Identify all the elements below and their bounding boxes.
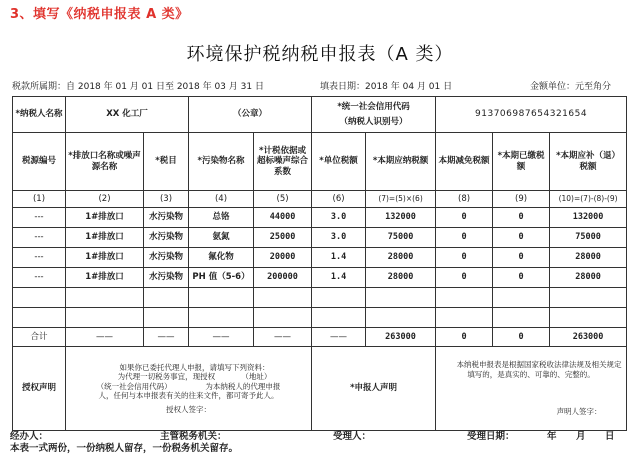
authorization-row <box>13 347 627 431</box>
total-label: 合计 <box>13 328 66 347</box>
total-dash: —— <box>144 328 189 347</box>
empty-row <box>13 288 627 308</box>
cell[interactable] <box>144 308 189 328</box>
credit-code-label-line2: （纳税人识别号） <box>339 116 408 127</box>
col-number: (4) <box>189 191 254 208</box>
cell[interactable]: 水污染物 <box>144 228 189 248</box>
cell[interactable]: 1#排放口 <box>66 208 144 228</box>
cell[interactable] <box>189 288 254 308</box>
total-dash: —— <box>254 328 312 347</box>
taxpayer-name-value[interactable]: XX 化工厂 <box>66 97 189 133</box>
col-number: (5) <box>254 191 312 208</box>
col-header: *本期已缴税额 <box>493 133 550 191</box>
cell[interactable]: 水污染物 <box>144 208 189 228</box>
declarant-statement[interactable] <box>436 347 627 431</box>
table-row <box>13 248 627 268</box>
col-header: 本期减免税额 <box>436 133 493 191</box>
day-label: 日 <box>605 431 615 442</box>
cell[interactable] <box>13 308 66 328</box>
taxpayer-row <box>13 97 627 133</box>
credit-code-value[interactable]: 913706987654321654 <box>436 97 627 133</box>
fill-date: 填表日期：2018 年 04 月 01 日 <box>320 82 453 92</box>
month-label: 月 <box>576 431 586 442</box>
auth-line: 如果你已委托代理人申报，请填写下列资料： <box>119 363 270 373</box>
cell[interactable] <box>254 288 312 308</box>
col-number: (2) <box>66 191 144 208</box>
cell[interactable]: 氨氮 <box>189 228 254 248</box>
col-header: *单位税额 <box>312 133 366 191</box>
form-title: 环境保护税纳税申报表（A 类） <box>186 44 454 65</box>
cell[interactable]: 0 <box>493 208 550 228</box>
col-number: (6) <box>312 191 366 208</box>
total-dash: —— <box>66 328 144 347</box>
cell[interactable]: 0 <box>493 228 550 248</box>
receive-date-label: 受理日期： <box>467 431 515 442</box>
auth-label: 授权声明 <box>13 347 66 431</box>
cell[interactable] <box>493 288 550 308</box>
col-number: (3) <box>144 191 189 208</box>
cell[interactable] <box>366 288 436 308</box>
cell[interactable] <box>493 308 550 328</box>
cell[interactable] <box>13 288 66 308</box>
tax-return-table <box>12 96 627 431</box>
cell[interactable]: 3.0 <box>312 208 366 228</box>
section-heading: 3、填写《纳税申报表 A 类》 <box>10 7 189 22</box>
auth-statement[interactable] <box>66 347 312 431</box>
cell[interactable]: 1#排放口 <box>66 248 144 268</box>
cell[interactable]: --- <box>13 208 66 228</box>
cell[interactable]: 0 <box>436 208 493 228</box>
total-dash: —— <box>189 328 254 347</box>
credit-code-label <box>312 97 436 133</box>
cell[interactable] <box>66 308 144 328</box>
cell[interactable]: 1.4 <box>312 248 366 268</box>
cell[interactable]: 0 <box>493 248 550 268</box>
table-row <box>13 268 627 288</box>
cell[interactable] <box>144 288 189 308</box>
col-number: (10)=(7)-(8)-(9) <box>550 191 627 208</box>
cell[interactable] <box>312 288 366 308</box>
cell[interactable]: 28000 <box>366 268 436 288</box>
auth-line: 为代理一切税务事宜，现授权 （地址） <box>117 372 272 382</box>
cell[interactable]: 200000 <box>254 268 312 288</box>
cell[interactable] <box>550 308 627 328</box>
col-number: (1) <box>13 191 66 208</box>
cell[interactable] <box>189 308 254 328</box>
footer-note: 本表一式两份，一份纳税人留存，一份税务机关留存。 <box>10 443 239 454</box>
cell[interactable]: 0 <box>436 228 493 248</box>
col-header: *本期应补（退）税额 <box>550 133 627 191</box>
cell[interactable]: 氟化物 <box>189 248 254 268</box>
cell[interactable]: 28000 <box>550 248 627 268</box>
decl-line: 本纳税申报表是根据国家税收法律法规及相关规定 <box>456 360 622 370</box>
cell[interactable]: --- <box>13 268 66 288</box>
col-header: *排放口名称或噪声源名称 <box>66 133 144 191</box>
col-header: 税源编号 <box>13 133 66 191</box>
seal-label: （公章） <box>189 97 312 133</box>
table-row <box>13 228 627 248</box>
total-refund[interactable]: 263000 <box>550 328 627 347</box>
cell[interactable]: 1#排放口 <box>66 268 144 288</box>
taxpayer-name-label: *纳税人名称 <box>13 97 66 133</box>
year-label: 年 <box>547 431 557 442</box>
cell[interactable]: 28000 <box>366 248 436 268</box>
authority-label: 主管税务机关： <box>160 431 227 442</box>
cell[interactable]: 水污染物 <box>144 248 189 268</box>
declarant-label: *申报人声明 <box>312 347 436 431</box>
cell[interactable]: 44000 <box>254 208 312 228</box>
cell[interactable]: 20000 <box>254 248 312 268</box>
cell[interactable] <box>436 288 493 308</box>
cell[interactable] <box>66 288 144 308</box>
decl-line: 填写的，是真实的、可靠的、完整的。 <box>467 369 595 379</box>
col-header: *本期应纳税额 <box>366 133 436 191</box>
cell[interactable]: 1#排放口 <box>66 228 144 248</box>
cell[interactable]: 1.4 <box>312 268 366 288</box>
cell[interactable] <box>366 308 436 328</box>
col-header: *计税依据或超标噪声综合系数 <box>254 133 312 191</box>
column-header-row <box>13 133 627 191</box>
auth-line: 人，任何与本申报表有关的往来文件，都可寄予此人。 <box>98 391 279 401</box>
cell[interactable]: 132000 <box>550 208 627 228</box>
col-number: (7)=(5)×(6) <box>366 191 436 208</box>
col-header: *污染物名称 <box>189 133 254 191</box>
cell[interactable]: 132000 <box>366 208 436 228</box>
total-payable[interactable]: 263000 <box>366 328 436 347</box>
empty-row <box>13 308 627 328</box>
auth-line: （统一社会信用代码） 为本纳税人的代理申报 <box>96 381 281 391</box>
cell[interactable] <box>436 308 493 328</box>
decl-signer: 声明人签字： <box>556 407 602 417</box>
cell[interactable]: 0 <box>436 268 493 288</box>
cell[interactable] <box>312 308 366 328</box>
auth-signer: 授权人签字： <box>166 404 212 414</box>
handler-label: 经办人： <box>10 431 49 442</box>
col-header: *税目 <box>144 133 189 191</box>
cell[interactable]: 3.0 <box>312 228 366 248</box>
cell[interactable]: 水污染物 <box>144 268 189 288</box>
table-row <box>13 208 627 228</box>
amount-unit: 金额单位：元至角分 <box>530 82 612 92</box>
cell[interactable]: 75000 <box>550 228 627 248</box>
cell[interactable]: 总铬 <box>189 208 254 228</box>
cell[interactable]: --- <box>13 228 66 248</box>
tax-period: 税款所属期：自 2018 年 01 月 01 日至 2018 年 03 月 31 日 <box>12 82 264 92</box>
column-number-row <box>13 191 627 208</box>
total-paid[interactable]: 0 <box>493 328 550 347</box>
cell[interactable]: PH 值（5-6） <box>189 268 254 288</box>
cell[interactable] <box>254 308 312 328</box>
cell[interactable]: --- <box>13 248 66 268</box>
receiver-label: 受理人： <box>333 431 372 442</box>
cell[interactable]: 28000 <box>550 268 627 288</box>
total-row <box>13 328 627 347</box>
total-reduce[interactable]: 0 <box>436 328 493 347</box>
cell[interactable]: 0 <box>493 268 550 288</box>
cell[interactable] <box>550 288 627 308</box>
cell[interactable]: 75000 <box>366 228 436 248</box>
cell[interactable]: 0 <box>436 248 493 268</box>
cell[interactable]: 25000 <box>254 228 312 248</box>
total-dash: —— <box>312 328 366 347</box>
col-number: (9) <box>493 191 550 208</box>
credit-code-label-line1: *统一社会信用代码 <box>337 101 410 112</box>
col-number: (8) <box>436 191 493 208</box>
